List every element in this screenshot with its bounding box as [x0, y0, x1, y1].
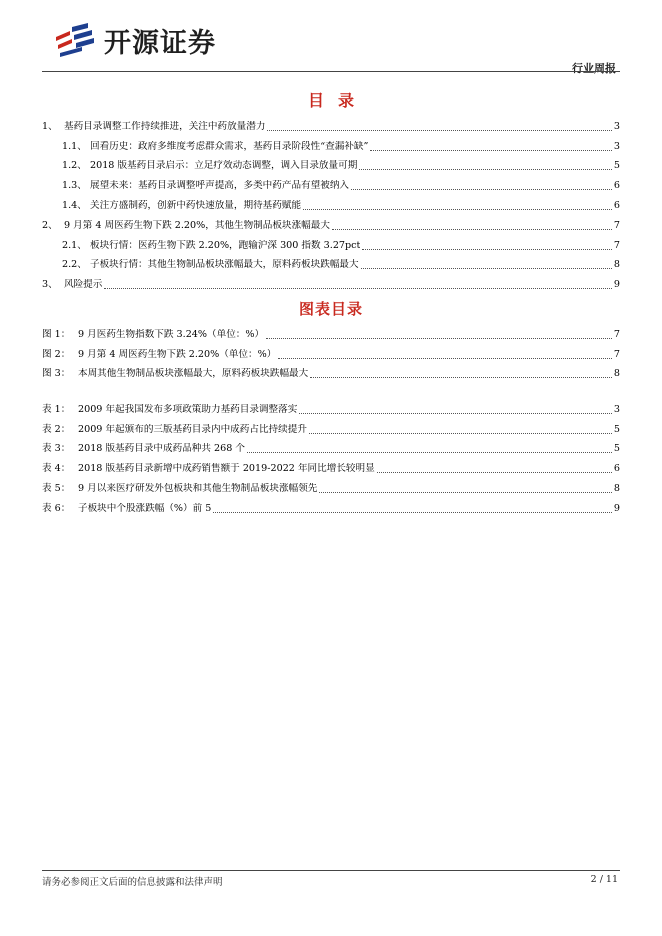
toc-entry[interactable] [42, 212, 620, 232]
toc-entry[interactable] [42, 113, 620, 133]
entry-number: 表 4： [42, 463, 71, 475]
entry-page: 3 [613, 403, 620, 415]
entry-number: 1、 [42, 120, 58, 132]
dot-leader [370, 149, 611, 151]
entry-page: 3 [613, 140, 620, 152]
entry-page: 6 [613, 180, 620, 192]
table-entry[interactable] [42, 475, 620, 495]
entry-title: 关注方盛制药，创新中药快速放量，期待基药赋能 [90, 199, 302, 211]
logo-text: 开源证券 [104, 27, 216, 59]
toc-entry[interactable] [42, 271, 620, 291]
toc-entry[interactable] [42, 192, 620, 212]
footer-disclaimer: 请务必参阅正文后面的信息披露和法律声明 [42, 877, 223, 888]
entry-number: 3、 [42, 279, 58, 291]
entry-title: 2018 版基药目录启示：立足疗效动态调整，调入目录放量可期 [90, 160, 358, 172]
entry-title: 子板块行情：其他生物制品板块涨幅最大，原料药板块跌幅最大 [90, 259, 359, 271]
figures-toc-title: 图表目录 [298, 300, 363, 318]
toc-title: 目录 [307, 91, 368, 110]
entry-number: 表 1： [42, 403, 71, 415]
dot-leader [266, 337, 612, 339]
dot-leader [299, 412, 612, 414]
entry-page: 5 [613, 423, 620, 435]
entry-page: 3 [613, 120, 620, 132]
figure-list [42, 321, 620, 380]
entry-number: 表 6： [42, 502, 71, 514]
dot-leader [309, 432, 612, 434]
entry-title: 展望未来：基药目录调整呼声提高，多类中药产品有望被纳入 [90, 180, 350, 192]
entry-number: 图 1： [42, 328, 71, 340]
dot-leader [310, 376, 612, 378]
entry-title: 9 月医药生物指数下跌 3.24%（单位：%） [78, 328, 265, 340]
entry-page: 6 [613, 463, 620, 475]
entry-title: 2009 年起我国发布多项政策助力基药目录调整落实 [78, 403, 298, 415]
entry-page: 6 [613, 199, 620, 211]
entry-title: 9 月以来医疗研发外包板块和其他生物制品板块涨幅领先 [78, 482, 318, 494]
entry-title: 9 月第 4 周医药生物下跌 2.20%，其他生物制品板块涨幅最大 [64, 219, 330, 231]
toc-entry[interactable] [42, 153, 620, 173]
entry-page: 9 [613, 502, 620, 514]
table-entry[interactable] [42, 455, 620, 475]
entry-title: 2018 版基药目录新增中成药销售额于 2019-2022 年同比增长较明显 [78, 463, 375, 475]
entry-page: 7 [613, 328, 620, 340]
entry-page: 7 [613, 239, 620, 251]
dot-leader [319, 491, 611, 493]
entry-number: 表 5： [42, 482, 71, 494]
entry-number: 表 3： [42, 443, 71, 455]
footer-divider [42, 870, 620, 871]
entry-number: 表 2： [42, 423, 71, 435]
toc-entry[interactable] [42, 172, 620, 192]
entry-page: 5 [613, 443, 620, 455]
report-type-label: 行业周报 [572, 62, 616, 75]
entry-title: 2018 版基药目录中成药品种共 268 个 [78, 443, 246, 455]
dot-leader [361, 267, 612, 269]
table-entry[interactable] [42, 396, 620, 416]
toc-entry[interactable] [42, 252, 620, 272]
entry-title: 2009 年起颁布的三版基药目录内中成药占比持续提升 [78, 423, 307, 435]
entry-number: 1.4、 [62, 199, 87, 211]
entry-number: 图 2： [42, 348, 71, 360]
dot-leader [303, 208, 612, 210]
dot-leader [377, 471, 612, 473]
header-divider [42, 71, 620, 72]
entry-title: 本周其他生物制品板块涨幅最大，原料药板块跌幅最大 [78, 368, 309, 380]
entry-page: 9 [613, 279, 620, 291]
entry-page: 8 [613, 259, 620, 271]
entry-number: 2.1、 [62, 239, 87, 251]
entry-title: 回看历史：政府多维度考虑群众需求，基药目录阶段性“查漏补缺” [90, 140, 369, 152]
entry-page: 8 [613, 368, 620, 380]
figure-entry[interactable] [42, 341, 620, 361]
dot-leader [213, 511, 611, 513]
entry-page: 7 [613, 219, 620, 231]
table-list [42, 396, 620, 515]
entry-page: 7 [613, 348, 620, 360]
page-indicator: 2 / 11 [590, 874, 618, 885]
toc-list [42, 113, 620, 291]
dot-leader [104, 287, 612, 289]
entry-title: 基药目录调整工作持续推进，关注中药放量潜力 [64, 120, 266, 132]
dot-leader [359, 168, 612, 170]
dot-leader [278, 357, 612, 359]
figure-entry[interactable] [42, 321, 620, 341]
dot-leader [351, 188, 612, 190]
table-entry[interactable] [42, 436, 620, 456]
figure-entry[interactable] [42, 361, 620, 381]
entry-title: 子板块中个股涨跌幅（%）前 5 [78, 502, 212, 514]
kaiyuan-logo-icon [52, 23, 98, 57]
entry-title: 9 月第 4 周医药生物下跌 2.20%（单位：%） [78, 348, 277, 360]
company-logo [52, 22, 216, 58]
entry-number: 2.2、 [62, 259, 87, 271]
toc-entry[interactable] [42, 232, 620, 252]
entry-number: 1.1、 [62, 140, 87, 152]
entry-number: 2、 [42, 219, 58, 231]
dot-leader [362, 248, 611, 250]
entry-title: 风险提示 [64, 279, 103, 291]
entry-number: 图 3： [42, 368, 71, 380]
entry-number: 1.3、 [62, 180, 87, 192]
table-entry[interactable] [42, 416, 620, 436]
table-entry[interactable] [42, 495, 620, 515]
entry-page: 8 [613, 482, 620, 494]
entry-number: 1.2、 [62, 160, 87, 172]
dot-leader [332, 228, 612, 230]
toc-entry[interactable] [42, 133, 620, 153]
entry-title: 板块行情：医药生物下跌 2.20%，跑输沪深 300 指数 3.27pct [90, 239, 361, 251]
dot-leader [267, 129, 611, 131]
entry-page: 5 [613, 160, 620, 172]
dot-leader [247, 451, 612, 453]
